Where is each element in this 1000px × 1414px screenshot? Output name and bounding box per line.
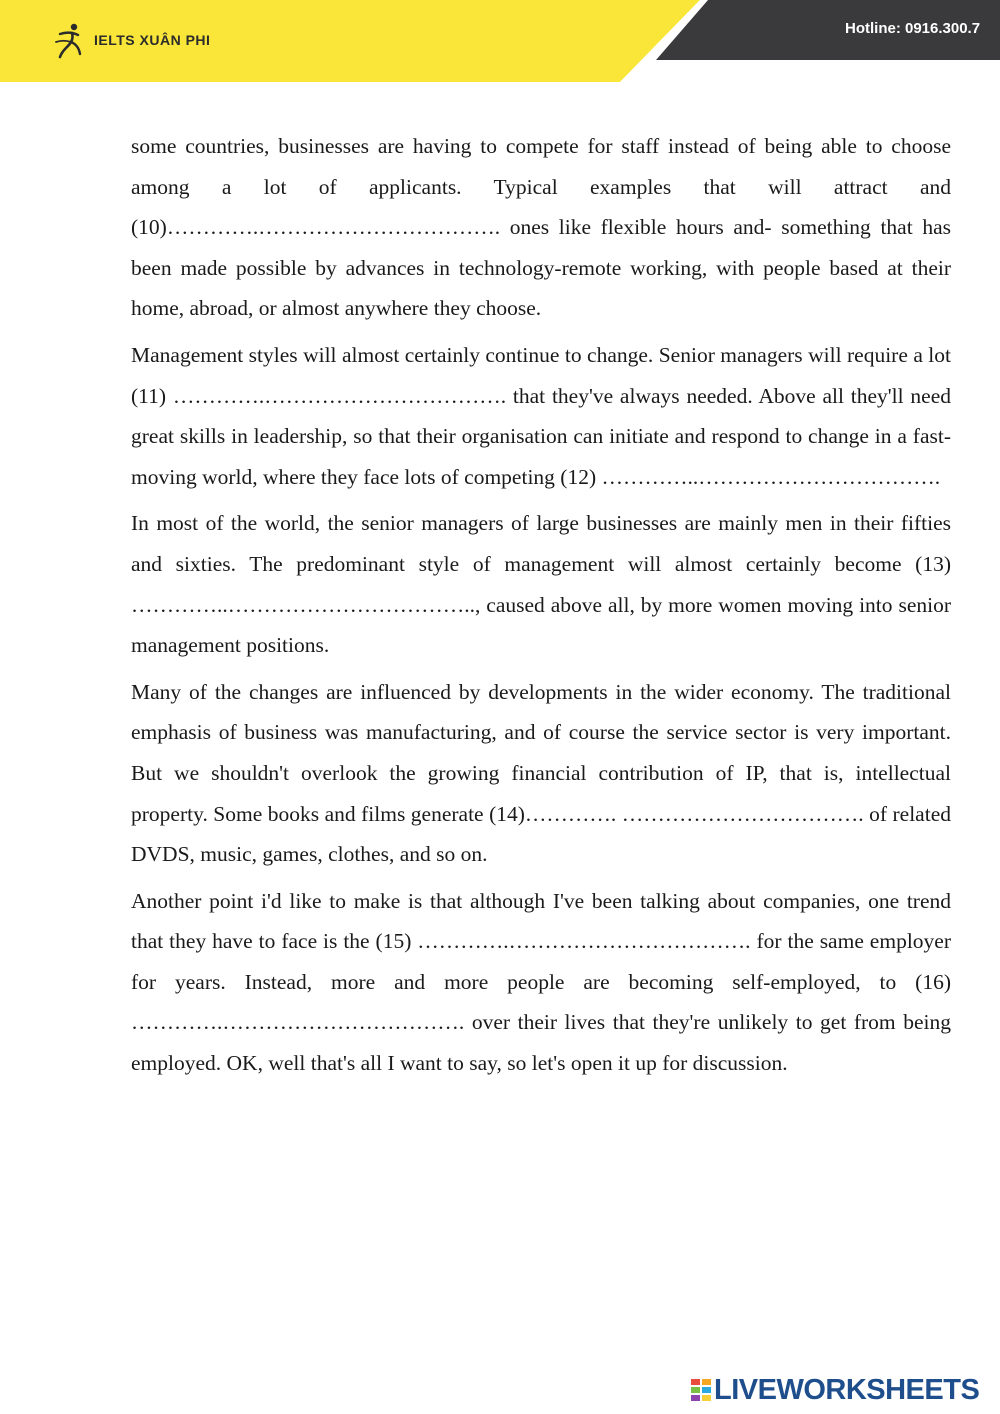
paragraph: Management styles will almost certainly continue to change. Senior managers will require a lot (11) ………….……………………………. that they've always needed. Above all they'll need great skills in leadership, so that their organisation can initiate and respond to change in a fast-moving world, where they face lots of competing (12) …………..……………………………. — [131, 342, 951, 489]
paragraph: In most of the world, the senior managers of large businesses are mainly men in their fifties and sixties. The predominant style of management will almost certainly become (13) …………..…………………………….., caused above all, by more women moving into senior management positions. — [131, 511, 951, 658]
watermark-text: LIVEWORKSHEETS — [714, 1373, 980, 1406]
passage — [131, 126, 951, 1090]
paragraph: some countries, businesses are having to compete for staff instead of being able to choose among a lot of applicants. Typical examples that will attract and (10)………….……………………………. ones like flexible hours and- something that has been made possible by advances in technology-remote working, with people based at their home, abroad, or almost anywhere they choose. — [131, 134, 951, 321]
brand-name: IELTS XUÂN PHI — [94, 32, 211, 48]
brand-logo — [52, 20, 210, 60]
runner-logo-icon — [52, 20, 92, 60]
paragraph: Another point i'd like to make is that although I've been talking about companies, one trend that they have to face is the (15) ………….……………………………. for the same employer for years. Instead, more and more people are becoming self-employed, to (16) ………….……………………………. over their lives that they're unlikely to get from being employed. OK, well that's all I want to say, so let's open it up for discussion. — [131, 888, 951, 1076]
liveworksheets-watermark — [690, 1374, 979, 1406]
liveworksheets-logo-icon — [690, 1378, 712, 1402]
hotline-text: Hotline: 0916.300.7 — [845, 20, 981, 37]
page-header — [0, 0, 1000, 82]
paragraph: Many of the changes are influenced by developments in the wider economy. The traditional emphasis of business was manufacturing, and of course the service sector is very important. But we shouldn't overlook the growing financial contribution of IP, that is, intellectual property. Some books and films generate (14)…………. ……………………………. of related DVDS, music, games, clothes, and so on. — [131, 679, 951, 867]
